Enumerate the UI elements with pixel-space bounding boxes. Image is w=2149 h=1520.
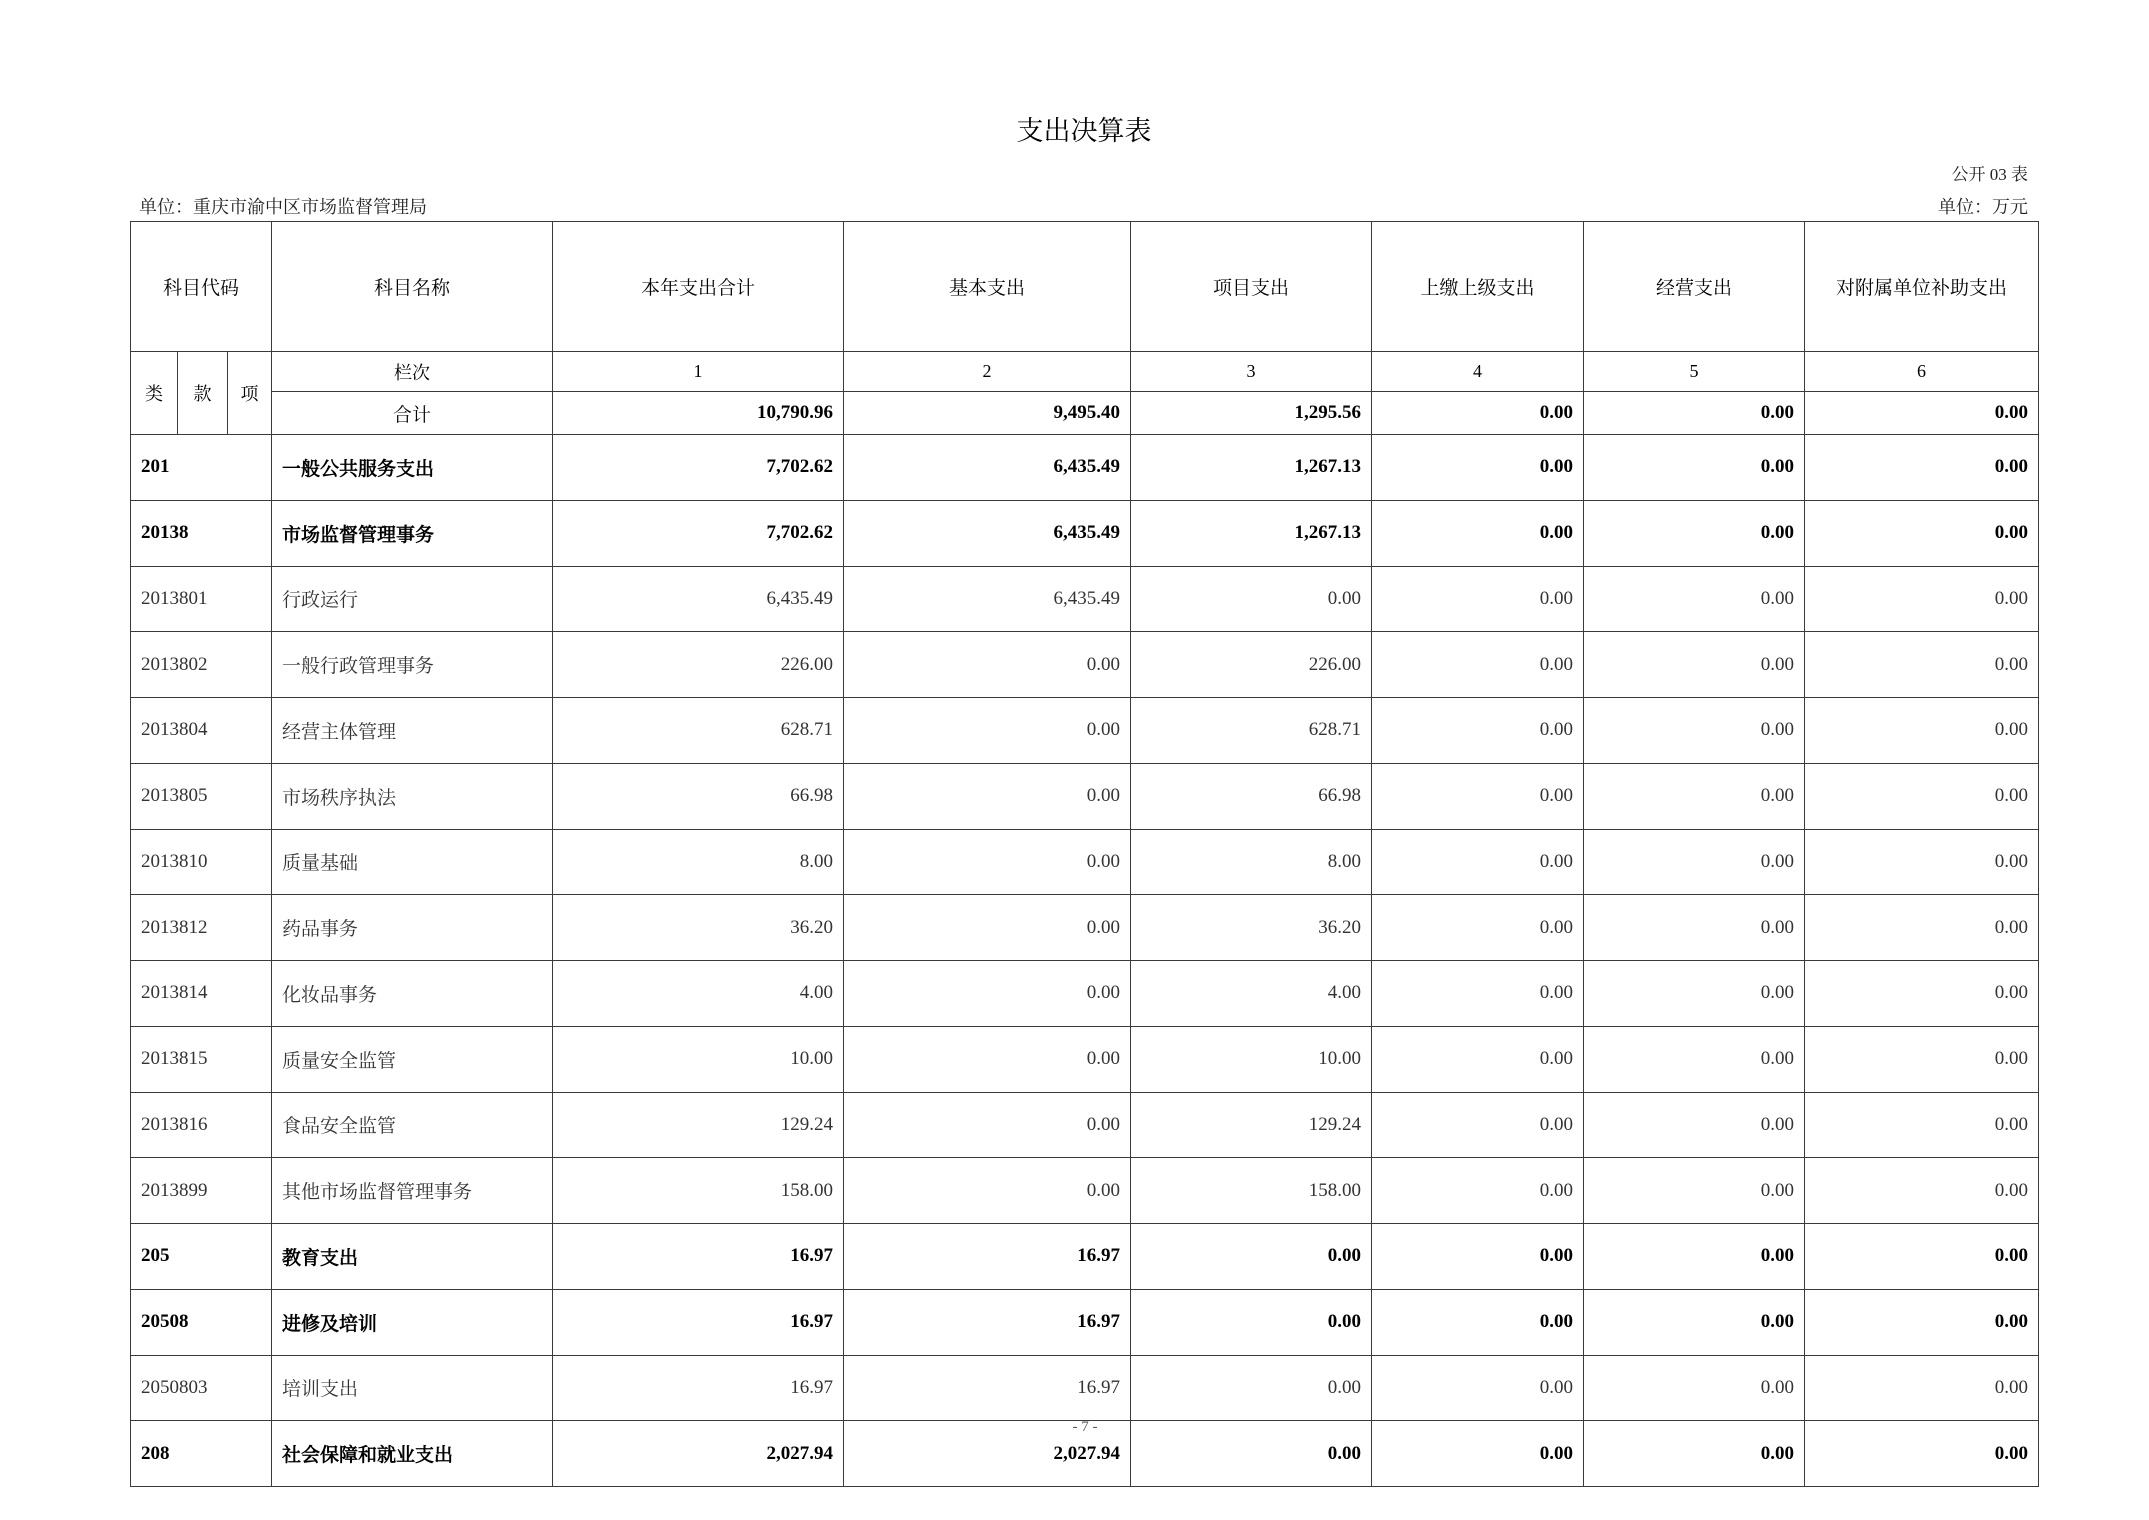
subject-code: 2013805 [131, 763, 272, 829]
basic-expenditure-sum: 9,495.40 [844, 392, 1131, 435]
operating-expenditure-value: 0.00 [1584, 829, 1805, 895]
remit-to-superior-value: 0.00 [1372, 829, 1584, 895]
table-row [131, 1224, 2039, 1290]
subject-code: 205 [131, 1224, 272, 1290]
subsidy-to-affiliates-value: 0.00 [1805, 632, 2039, 698]
column-number-row [131, 352, 2039, 392]
project-expenditure-value: 1,267.13 [1131, 435, 1372, 501]
project-expenditure-value: 1,267.13 [1131, 500, 1372, 566]
total-expenditure-value: 66.98 [553, 763, 844, 829]
table-row [131, 1289, 2039, 1355]
basic-expenditure-value: 6,435.49 [844, 500, 1131, 566]
column-number-label: 栏次 [272, 352, 553, 392]
basic-expenditure-value: 0.00 [844, 763, 1131, 829]
table-row [131, 1092, 2039, 1158]
project-expenditure-sum: 1,295.56 [1131, 392, 1372, 435]
total-row [131, 392, 2039, 435]
remit-to-superior-value: 0.00 [1372, 763, 1584, 829]
project-expenditure-value: 0.00 [1131, 566, 1372, 632]
total-expenditure-value: 2,027.94 [553, 1421, 844, 1487]
remit-to-superior-value: 0.00 [1372, 435, 1584, 501]
subject-code: 201 [131, 435, 272, 501]
total-expenditure-value: 8.00 [553, 829, 844, 895]
subject-name: 经营主体管理 [272, 698, 553, 764]
subject-code: 2013801 [131, 566, 272, 632]
basic-expenditure-value: 16.97 [844, 1355, 1131, 1421]
code-part-category: 类 [131, 352, 178, 435]
total-expenditure-value: 7,702.62 [553, 500, 844, 566]
header-project-expenditure: 项目支出 [1131, 222, 1372, 352]
subject-code: 2013899 [131, 1158, 272, 1224]
project-expenditure-value: 628.71 [1131, 698, 1372, 764]
operating-expenditure-value: 0.00 [1584, 1224, 1805, 1290]
table-row [131, 1026, 2039, 1092]
column-number: 3 [1131, 352, 1372, 392]
remit-to-superior-value: 0.00 [1372, 895, 1584, 961]
table-row [131, 895, 2039, 961]
subject-name: 培训支出 [272, 1355, 553, 1421]
subsidy-to-affiliates-value: 0.00 [1805, 1158, 2039, 1224]
subject-name: 进修及培训 [272, 1289, 553, 1355]
project-expenditure-value: 158.00 [1131, 1158, 1372, 1224]
table-row [131, 566, 2039, 632]
subject-name: 药品事务 [272, 895, 553, 961]
header-remit-to-superior: 上缴上级支出 [1372, 222, 1584, 352]
basic-expenditure-value: 0.00 [844, 698, 1131, 764]
operating-expenditure-value: 0.00 [1584, 698, 1805, 764]
expenditure-table [130, 221, 2039, 1487]
table-header-row [131, 222, 2039, 352]
operating-expenditure-value: 0.00 [1584, 1026, 1805, 1092]
total-expenditure-value: 6,435.49 [553, 566, 844, 632]
operating-expenditure-value: 0.00 [1584, 435, 1805, 501]
subsidy-to-affiliates-value: 0.00 [1805, 895, 2039, 961]
header-subject-name: 科目名称 [272, 222, 553, 352]
form-number: 公开 03 表 [1951, 165, 2028, 184]
operating-expenditure-value: 0.00 [1584, 1289, 1805, 1355]
project-expenditure-value: 0.00 [1131, 1224, 1372, 1290]
subject-code: 20138 [131, 500, 272, 566]
subject-code: 2013815 [131, 1026, 272, 1092]
header-subsidy-to-affiliates: 对附属单位补助支出 [1805, 222, 2039, 352]
basic-expenditure-value: 0.00 [844, 829, 1131, 895]
basic-expenditure-value: 0.00 [844, 895, 1131, 961]
total-expenditure-value: 158.00 [553, 1158, 844, 1224]
remit-to-superior-value: 0.00 [1372, 1092, 1584, 1158]
subsidy-to-affiliates-value: 0.00 [1805, 961, 2039, 1027]
total-expenditure-value: 16.97 [553, 1355, 844, 1421]
total-expenditure-value: 16.97 [553, 1289, 844, 1355]
subject-code: 2013816 [131, 1092, 272, 1158]
remit-to-superior-value: 0.00 [1372, 961, 1584, 1027]
operating-expenditure-value: 0.00 [1584, 1355, 1805, 1421]
operating-expenditure-value: 0.00 [1584, 500, 1805, 566]
subject-code: 2013814 [131, 961, 272, 1027]
project-expenditure-value: 8.00 [1131, 829, 1372, 895]
operating-expenditure-value: 0.00 [1584, 1158, 1805, 1224]
basic-expenditure-value: 6,435.49 [844, 435, 1131, 501]
remit-to-superior-value: 0.00 [1372, 1289, 1584, 1355]
operating-expenditure-value: 0.00 [1584, 961, 1805, 1027]
remit-to-superior-value: 0.00 [1372, 1158, 1584, 1224]
code-part-section: 款 [178, 352, 228, 435]
subsidy-to-affiliates-value: 0.00 [1805, 1289, 2039, 1355]
subsidy-to-affiliates-sum: 0.00 [1805, 392, 2039, 435]
basic-expenditure-value: 0.00 [844, 1092, 1131, 1158]
project-expenditure-value: 0.00 [1131, 1421, 1372, 1487]
subject-name: 社会保障和就业支出 [272, 1421, 553, 1487]
subject-code: 2050803 [131, 1355, 272, 1421]
subsidy-to-affiliates-value: 0.00 [1805, 1224, 2039, 1290]
subject-code: 2013812 [131, 895, 272, 961]
subject-code: 2013802 [131, 632, 272, 698]
column-number: 6 [1805, 352, 2039, 392]
table-row [131, 698, 2039, 764]
total-expenditure-value: 10.00 [553, 1026, 844, 1092]
remit-to-superior-value: 0.00 [1372, 1355, 1584, 1421]
basic-expenditure-value: 16.97 [844, 1289, 1131, 1355]
remit-to-superior-value: 0.00 [1372, 500, 1584, 566]
project-expenditure-value: 129.24 [1131, 1092, 1372, 1158]
subsidy-to-affiliates-value: 0.00 [1805, 763, 2039, 829]
document-title: 支出决算表 [1016, 116, 1152, 146]
subsidy-to-affiliates-value: 0.00 [1805, 566, 2039, 632]
project-expenditure-value: 36.20 [1131, 895, 1372, 961]
subject-name: 教育支出 [272, 1224, 553, 1290]
header-operating-expenditure: 经营支出 [1584, 222, 1805, 352]
reporting-unit: 单位：重庆市渝中区市场监督管理局 [139, 197, 427, 217]
basic-expenditure-value: 2,027.94 [844, 1421, 1131, 1487]
operating-expenditure-value: 0.00 [1584, 566, 1805, 632]
subsidy-to-affiliates-value: 0.00 [1805, 698, 2039, 764]
table-row [131, 961, 2039, 1027]
project-expenditure-value: 226.00 [1131, 632, 1372, 698]
subject-name: 一般行政管理事务 [272, 632, 553, 698]
table-row [131, 829, 2039, 895]
subject-name: 其他市场监督管理事务 [272, 1158, 553, 1224]
header-total-expenditure: 本年支出合计 [553, 222, 844, 352]
subject-name: 行政运行 [272, 566, 553, 632]
project-expenditure-value: 4.00 [1131, 961, 1372, 1027]
project-expenditure-value: 10.00 [1131, 1026, 1372, 1092]
operating-expenditure-value: 0.00 [1584, 632, 1805, 698]
table-row [131, 763, 2039, 829]
total-expenditure-value: 7,702.62 [553, 435, 844, 501]
total-expenditure-sum: 10,790.96 [553, 392, 844, 435]
subsidy-to-affiliates-value: 0.00 [1805, 1092, 2039, 1158]
currency-unit: 单位：万元 [1938, 197, 2028, 217]
subject-code: 2013810 [131, 829, 272, 895]
column-number: 2 [844, 352, 1131, 392]
subsidy-to-affiliates-value: 0.00 [1805, 1421, 2039, 1487]
remit-to-superior-value: 0.00 [1372, 1421, 1584, 1487]
remit-to-superior-value: 0.00 [1372, 566, 1584, 632]
operating-expenditure-value: 0.00 [1584, 895, 1805, 961]
subject-name: 质量基础 [272, 829, 553, 895]
subject-name: 市场秩序执法 [272, 763, 553, 829]
project-expenditure-value: 66.98 [1131, 763, 1372, 829]
subject-name: 化妆品事务 [272, 961, 553, 1027]
table-row [131, 435, 2039, 501]
header-subject-code: 科目代码 [131, 222, 272, 352]
basic-expenditure-value: 0.00 [844, 961, 1131, 1027]
column-number: 4 [1372, 352, 1584, 392]
subject-name: 市场监督管理事务 [272, 500, 553, 566]
subject-name: 一般公共服务支出 [272, 435, 553, 501]
total-expenditure-value: 129.24 [553, 1092, 844, 1158]
subject-name: 食品安全监管 [272, 1092, 553, 1158]
basic-expenditure-value: 16.97 [844, 1224, 1131, 1290]
subsidy-to-affiliates-value: 0.00 [1805, 435, 2039, 501]
page-number: - 7 - [1072, 1419, 1098, 1435]
basic-expenditure-value: 0.00 [844, 1158, 1131, 1224]
table-row [131, 632, 2039, 698]
subject-code: 208 [131, 1421, 272, 1487]
basic-expenditure-value: 0.00 [844, 632, 1131, 698]
subject-name: 质量安全监管 [272, 1026, 553, 1092]
remit-to-superior-sum: 0.00 [1372, 392, 1584, 435]
operating-expenditure-value: 0.00 [1584, 763, 1805, 829]
project-expenditure-value: 0.00 [1131, 1289, 1372, 1355]
table-row [131, 1158, 2039, 1224]
total-label: 合计 [272, 392, 553, 435]
remit-to-superior-value: 0.00 [1372, 632, 1584, 698]
remit-to-superior-value: 0.00 [1372, 1224, 1584, 1290]
basic-expenditure-value: 6,435.49 [844, 566, 1131, 632]
subsidy-to-affiliates-value: 0.00 [1805, 829, 2039, 895]
remit-to-superior-value: 0.00 [1372, 698, 1584, 764]
basic-expenditure-value: 0.00 [844, 1026, 1131, 1092]
subsidy-to-affiliates-value: 0.00 [1805, 1355, 2039, 1421]
subject-code: 2013804 [131, 698, 272, 764]
subsidy-to-affiliates-value: 0.00 [1805, 1026, 2039, 1092]
total-expenditure-value: 4.00 [553, 961, 844, 1027]
code-part-item: 项 [228, 352, 272, 435]
total-expenditure-value: 628.71 [553, 698, 844, 764]
total-expenditure-value: 36.20 [553, 895, 844, 961]
column-number: 1 [553, 352, 844, 392]
header-basic-expenditure: 基本支出 [844, 222, 1131, 352]
operating-expenditure-value: 0.00 [1584, 1092, 1805, 1158]
project-expenditure-value: 0.00 [1131, 1355, 1372, 1421]
column-number: 5 [1584, 352, 1805, 392]
remit-to-superior-value: 0.00 [1372, 1026, 1584, 1092]
total-expenditure-value: 16.97 [553, 1224, 844, 1290]
operating-expenditure-value: 0.00 [1584, 1421, 1805, 1487]
total-expenditure-value: 226.00 [553, 632, 844, 698]
table-row [131, 1355, 2039, 1421]
table-row [131, 500, 2039, 566]
subsidy-to-affiliates-value: 0.00 [1805, 500, 2039, 566]
operating-expenditure-sum: 0.00 [1584, 392, 1805, 435]
subject-code: 20508 [131, 1289, 272, 1355]
